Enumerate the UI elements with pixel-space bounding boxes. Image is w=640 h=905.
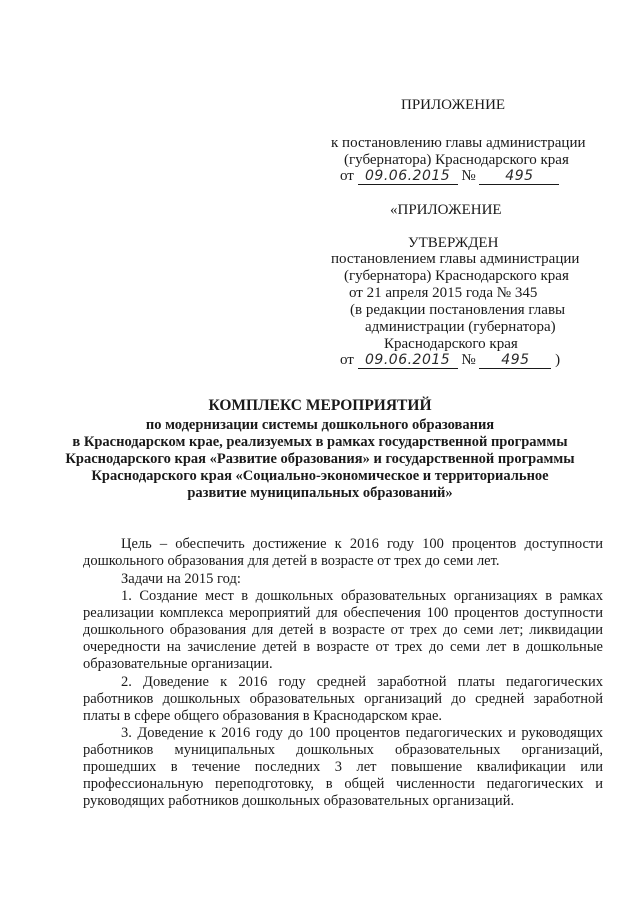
handwritten-date: 09.06.2015 — [358, 168, 458, 185]
from-label: от — [340, 168, 354, 184]
decree-reference-line2: (губернатора) Краснодарского края — [344, 152, 569, 168]
approved-closing-paren: ) — [555, 352, 561, 368]
task-1-paragraph: 1. Создание мест в дошкольных образовательных организациях в рамках реализации комплекса мероприятий для обеспечения 100 процентов доступности дошкольного образования для детей в возрасте от трех до семи лет; ликвидации очередности на зачисление детей в возрасте от трех до семи лет в дошкольные образовательные организации. — [83, 588, 603, 672]
approved-number-label: № — [461, 352, 476, 368]
approved-appendix-heading: «ПРИЛОЖЕНИЕ — [390, 202, 502, 218]
document-title: КОМПЛЕКС МЕРОПРИЯТИЙ — [208, 397, 432, 414]
task-2-paragraph: 2. Доведение к 2016 году средней заработной платы педагогических работников дошкольных образовательных организаций до средней заработной платы в сфере общего образования в Краснодарском крае. — [83, 674, 603, 724]
goal-paragraph: Цель – обеспечить достижение к 2016 году 100 процентов доступности дошкольного образования для детей в возрасте от трех до семи лет. — [83, 536, 603, 569]
decree-reference-line1: к постановлению главы администрации — [331, 135, 586, 151]
decree-date-line — [340, 168, 559, 185]
title-line4: Краснодарского края «Социально-экономическое и территориальное — [91, 468, 549, 484]
title-line3: Краснодарского края «Развитие образования» и государственной программы — [65, 451, 575, 467]
title-line1: по модернизации системы дошкольного образования — [145, 417, 495, 433]
approved-from-label: от — [340, 352, 354, 368]
approved-line1: постановлением главы администрации — [331, 251, 580, 267]
task-3-paragraph: 3. Доведение к 2016 году до 100 процентов педагогических и руководящих работников муниципальных дошкольных образовательных организаций, прошедших в течение последних 3 лет повышение квалификации или профессиональную переподготовку, в общей численности педагогических и руководящих работников дошкольных образовательных организаций. — [83, 725, 603, 809]
handwritten-number: 495 — [479, 168, 559, 185]
approved-line3: от 21 апреля 2015 года № 345 — [349, 285, 538, 301]
approved-line6: Краснодарского края — [384, 336, 518, 352]
title-line5: развитие муниципальных образований» — [187, 485, 453, 501]
approved-line5: администрации (губернатора) — [365, 319, 556, 335]
approved-line4: (в редакции постановления главы — [350, 302, 566, 318]
approved-heading: УТВЕРЖДЕН — [408, 235, 499, 251]
title-line2: в Краснодарском крае, реализуемых в рамках государственной программы — [72, 434, 568, 450]
number-label: № — [461, 168, 476, 184]
tasks-heading: Задачи на 2015 год: — [121, 571, 241, 587]
approved-line2: (губернатора) Краснодарского края — [344, 268, 569, 284]
appendix-heading: ПРИЛОЖЕНИЕ — [401, 97, 506, 113]
approved-handwritten-number: 495 — [479, 352, 551, 369]
approved-date-line — [340, 352, 560, 369]
approved-handwritten-date: 09.06.2015 — [358, 352, 458, 369]
